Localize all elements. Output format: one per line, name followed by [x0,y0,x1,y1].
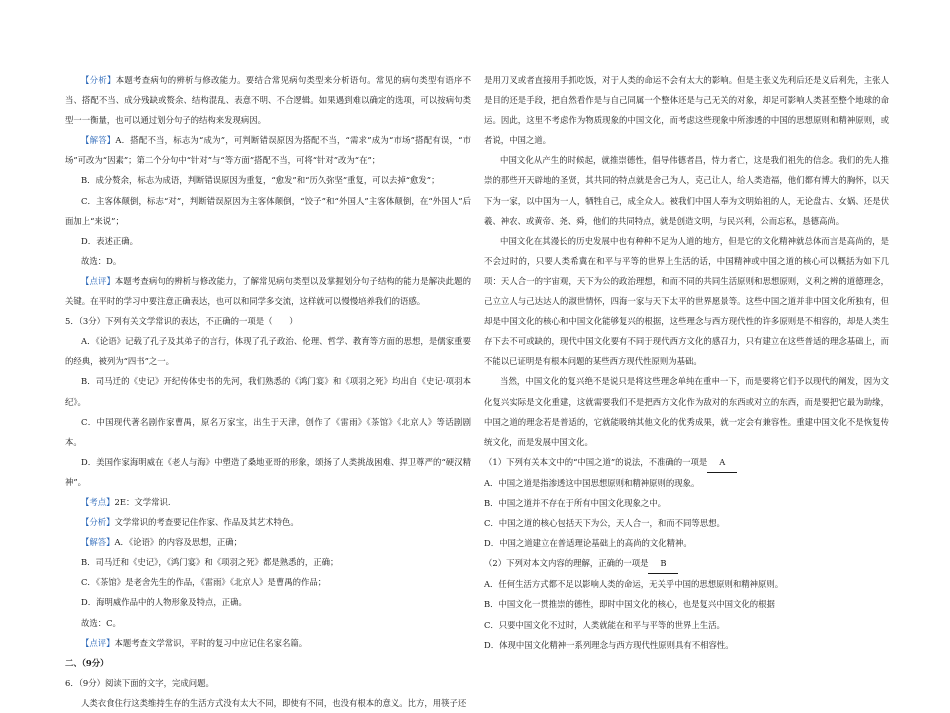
comment-paragraph: 【点评】本题考查病句的辨析与修改能力，了解常见病句类型以及掌握划分句子结构的能力是解决此题的关键。在平时的学习中要注意正确表达，也可以和同学多交流，这样就可以慢慢培养我们的语感。 [65,275,471,307]
tag-label: 【解答】 [81,135,116,146]
question-5-option-c: C．中国现代著名剧作家曹禺，原名万家宝，出生于天津，创作了《雷雨》《茶馆》《北京人》等话剧剧本。 [65,416,471,447]
reading-passage-continued: 是用刀叉或者直接用手抓吃饭，对于人类的命运不会有太大的影响。但是主张义先利后还是义后利先，主张人是目的还是手段，把自然看作是与自己同属一个整体还是与己无关的对象，却足可影响人类甚至整个地球的命运。因此，这里不考虑作为物质现象的中国文化，而考虑这些现象中所渗透的中国的思想原则和精神原则，或者说，中国之道。 [484,75,889,146]
tag-label: 【解答】 [81,537,115,548]
question-6-stem: 6．（9分）阅读下面的文字，完成问题。 [65,677,214,688]
sub-question-1-option-d: D．中国之道建立在普适理论基础上的高尚的文化精神。 [484,538,692,549]
left-column [65,70,471,713]
answer-option-b: B．成分赘余，标志为成语，判断错误原因为重复，“愈发”和“历久弥坚”重复，可以去掉“愈发”； [81,175,440,186]
sub-question-1-option-b: B．中国之道并不存在于所有中国文化现象之中。 [484,497,667,508]
sub-question-1-option-a: A．中国之道是指渗透这中国思想原则和精神原则的现象。 [484,477,700,488]
answer-paragraph: 【解答】A．搭配不当，标志为“成为”，可判断错误原因为搭配不当，“需求”成为“市场”搭配有误，“市场”可改为“因素”；第二个分句中“针对”与“等方面”搭配不当，可将“针对”改为“在”； [65,135,471,166]
section-heading: 二、（9分） [65,657,109,668]
question-5-stem: 5．（3分）下列有关文学常识的表达，不正确的一项是（ ） [65,316,298,327]
comment-paragraph: 【点评】本题考查文学常识，平时的复习中应记住名家名篇。 [81,637,308,648]
reading-passage-paragraph: 中国文化从产生的时候起，就推崇德性，倡导伟德者昌，恃力者亡，这是我们祖先的信念。我们的先人推崇的那些开天辟地的圣贤，其共同的特点就是舍己为人，克己让人，给人类造福，他们都有博大的胸怀，以天下为一家，以中国为一人，牺牲自己，成全众人。被我们中国人奉为文明始祖的人，无论盘古、女娲、还是伏羲、神农、或黄帝、尧、舜，他们的共同特点，就是创造文明，与民兴利，公而忘私，恳德高尚。 [484,155,889,226]
sub-question-2-option-a: A．任何生活方式都不足以影响人类的命运，无关乎中国的思想原则和精神原则。 [484,579,784,590]
answer-option-d: D．海明威作品中的人物形象及特点，正确。 [81,597,247,608]
question-5-option-d: D．美国作家海明威在《老人与海》中塑造了桑地亚哥的形象，颂扬了人类挑战困难、捍卫尊严的“硬汉精神”。 [65,456,471,487]
sub-question-2-option-c: C．只要中国文化不过时，人类就能在和平与平等的世界上生活。 [484,619,725,630]
answer-option-b: B．司马迁和《史记》，《鸿门宴》和《项羽之死》都是熟悉的，正确； [81,557,339,568]
tag-label: 【点评】 [81,275,115,286]
tag-label: 【点评】 [81,637,115,648]
answer-option-c: C．《茶馆》是老舍先生的作品，《雷雨》《北京人》是曹禺的作品； [81,577,327,588]
question-5-option-b: B．司马迁的《史记》开纪传体史书的先河，我们熟悉的《鸿门宴》和《项羽之死》均出自《史记·项羽本纪》。 [65,376,471,407]
knowledge-point: 【考点】2E：文学常识. [81,496,171,507]
reading-passage-paragraph: 当然，中国文化的复兴绝不是说只是将这些理念单纯在重申一下，而是要将它们予以现代的阐发，因为文化复兴实际是文化重建，这就需要我们不是把西方文化作为敌对的东西或对立的东西，而是要把它最为助缘，中国之道的理念若是普适的，它就能吸纳其他文化的优秀成果，就一定会有兼容性。重建中国文化不是恢复传统文化，而是发展中国文化。 [484,376,889,447]
sub-question-2-option-d: D．体现中国文化精神一系列理念与西方现代性原则具有不相容性。 [484,639,734,650]
sub-question-2-option-b: B．中国文化一贯推崇的德性，即时中国文化的核心，也是复兴中国文化的根据 [484,599,775,610]
choice-result: 故选：D。 [81,255,122,266]
sub-question-2-stem: （2）下列对本文内容的理解，正确的一项是 B [484,553,889,574]
answer-paragraph: 【解答】A．《论语》的内容及思想，正确； [81,537,242,548]
sub-question-1-stem: （1）下列有关本文中的“中国之道”的说法，不准确的一项是 A [484,452,889,473]
answer-option-d: D．表述正确。 [81,235,138,246]
reading-passage-start: 人类衣食住行这类维持生存的生活方式没有太大不同，即使有不同，也没有根本的意义。比方，用筷子还 [81,697,467,708]
question-5-option-a: A．《论语》记载了孔子及其弟子的言行，体现了孔子政治、伦理、哲学、教育等方面的思想，是儒家重要的经典，被列为“四书”之一。 [65,336,471,367]
tag-label: 【分析】 [81,75,116,85]
analysis-paragraph: 【分析】本题考查病句的辨析与修改能力。要结合常见病句类型来分析语句。常见的病句类型有语序不当、搭配不当、成分残缺或赘余、结构混乱、表意不明、不合逻辑。如果遇到难以确定的选项，可以按病句类型一一衡量，也可以通过划分句子的结构来发现病因。 [65,75,472,126]
choice-result: 故选：C。 [81,617,121,628]
answer-blank: A [707,452,737,473]
tag-label: 【考点】 [81,496,115,507]
reading-passage-paragraph: 中国文化在其漫长的历史发展中也有种种不足为人道的地方，但是它的文化精神就总体而言是高尚的，是不会过时的，只要人类希冀在和平与平等的世界上生活的话，中国精神或中国之道的核心可以概括为如下几项：天人合一的宇宙观，天下为公的政治理想，和而不同的共同生活原则和思想原则，义利之辨的道德理念，己立立人与己达达人的淑世情怀，四海一家与天下太平的世界愿景等。这些中国之道并非中国文化所独有，但却是中国文化的核心和中国文化能够复兴的根据，这些理念与西方现代性的许多原则是不相容的，却是人类生存下去不可或缺的，现代中国文化要有不同于现代西方文化的感召力，只有建立在这些普适的理念基础上，而不能以已证明是有根本问题的某些西方现代性原则为基础。 [484,235,889,367]
answer-option-c: C．主客体颠倒，标志“对”，判断错误原因为主客体颠倒，“饺子”和“外国人”主客体颠倒，在“外国人”后面加上“来说”； [65,195,471,226]
analysis-paragraph: 【分析】文学常识的考查要记住作家、作品及其艺术特色。 [81,517,299,528]
right-column [484,70,889,655]
tag-label: 【分析】 [81,517,115,528]
sub-question-1-option-c: C．中国之道的核心包括天下为公，天人合一，和而不同等思想。 [484,518,725,529]
answer-blank: B [648,553,678,574]
